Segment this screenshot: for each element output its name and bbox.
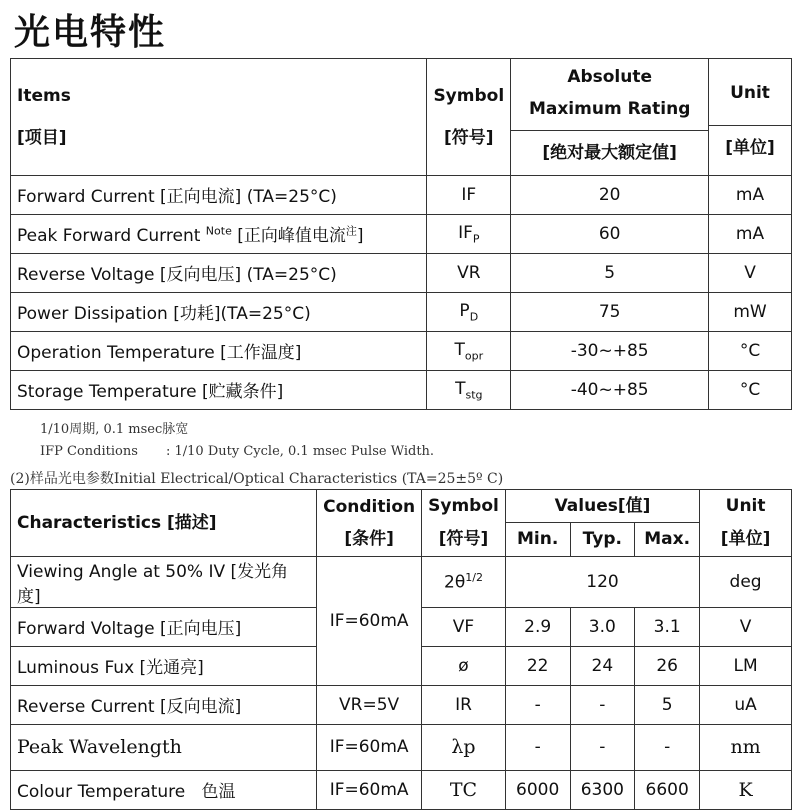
symbol-cell — [427, 175, 511, 214]
item-text-end: ] — [356, 226, 364, 247]
unit-cell: °C — [709, 331, 792, 370]
items-header — [11, 59, 427, 176]
typ-cell: - — [570, 685, 635, 724]
item-cell: Power Dissipation [功耗](TA=25°C) — [11, 292, 427, 331]
symbol-cell — [427, 292, 511, 331]
table-row — [11, 370, 792, 409]
symbol-cell: TC — [422, 770, 506, 809]
symbol-cell: ø — [422, 646, 506, 685]
symbol-header-en: Symbol — [433, 85, 505, 106]
max-header: Max. — [635, 523, 700, 556]
condition-header-cn: [条件] — [344, 528, 394, 549]
page-title: 光电特性 — [14, 12, 167, 53]
symbol-subscript: opr — [464, 349, 484, 363]
condition-cell: VR=5V — [317, 685, 422, 724]
item-cell: Forward Current [正向电流] (TA=25°C) — [11, 175, 427, 214]
symbol-header-cn: [符号] — [422, 523, 506, 556]
table-header-row — [11, 59, 792, 176]
typ-cell: 24 — [570, 646, 635, 685]
symbol-cell — [427, 253, 511, 292]
rating-header-en1: Absolute — [567, 67, 653, 87]
table-row — [11, 253, 792, 292]
characteristics-table — [10, 489, 792, 810]
symbol-subscript: stg — [465, 388, 483, 402]
condition-cell: IF=60mA — [317, 724, 422, 770]
unit-header-en: Unit — [700, 490, 792, 523]
unit-header — [709, 59, 792, 176]
unit-cell: deg — [700, 556, 792, 607]
table-row — [11, 685, 792, 724]
table-row — [11, 556, 792, 607]
symbol-cell — [427, 214, 511, 253]
unit-cell: mA — [709, 214, 792, 253]
max-cell: 6600 — [635, 770, 700, 809]
unit-cell: V — [700, 607, 792, 646]
symbol-header — [427, 59, 511, 176]
symbol-cell: VF — [422, 607, 506, 646]
item-cell — [11, 214, 427, 253]
min-cell: - — [505, 724, 570, 770]
max-cell: 26 — [635, 646, 700, 685]
table-row — [11, 175, 792, 214]
symbol-header-en: Symbol — [422, 490, 506, 523]
rating-header-cn: [绝对最大额定值] — [542, 142, 677, 163]
unit-cell: °C — [709, 370, 792, 409]
symbol-text: T — [454, 339, 465, 360]
item-cell: Storage Temperature [贮藏条件] — [11, 370, 427, 409]
characteristic-cell: Reverse Current [反向电流] — [11, 685, 317, 724]
rating-header — [511, 59, 709, 176]
items-header-cn: [项目] — [17, 127, 67, 148]
unit-cell: nm — [700, 724, 792, 770]
item-cell: Reverse Voltage [反向电压] (TA=25°C) — [11, 253, 427, 292]
min-cell: - — [505, 685, 570, 724]
max-cell: 3.1 — [635, 607, 700, 646]
min-header: Min. — [505, 523, 570, 556]
typ-cell: 6300 — [570, 770, 635, 809]
value-cell: 5 — [511, 253, 709, 292]
symbol-cell — [422, 556, 506, 607]
item-cell: Operation Temperature [工作温度] — [11, 331, 427, 370]
symbol-header-cn: [符号] — [444, 127, 494, 148]
typ-cell: - — [570, 724, 635, 770]
unit-header-en: Unit — [709, 63, 791, 126]
note-superscript-cn: 注 — [345, 224, 357, 238]
symbol-text: IF — [458, 222, 473, 243]
symbol-subscript: D — [469, 310, 479, 324]
absolute-max-rating-table — [10, 58, 792, 410]
min-cell: 6000 — [505, 770, 570, 809]
item-text-cn: [正向峰值电流 — [231, 226, 346, 247]
min-cell: 2.9 — [505, 607, 570, 646]
table-row — [11, 214, 792, 253]
characteristic-cell: Peak Wavelength — [11, 724, 317, 770]
symbol-subscript: P — [472, 232, 480, 246]
symbol-text: VR — [457, 262, 481, 283]
value-cell: 120 — [505, 556, 699, 607]
typ-header: Typ. — [570, 523, 635, 556]
unit-cell: mW — [709, 292, 792, 331]
symbol-superscript: 1/2 — [465, 570, 483, 584]
condition-header — [317, 490, 422, 557]
unit-cell: V — [709, 253, 792, 292]
table-row — [11, 292, 792, 331]
characteristic-cell: Luminous Fux [光通亮] — [11, 646, 317, 685]
note-line-2 — [40, 444, 434, 459]
typ-cell: 3.0 — [570, 607, 635, 646]
value-cell: -30~+85 — [511, 331, 709, 370]
min-cell: 22 — [505, 646, 570, 685]
symbol-cell — [427, 331, 511, 370]
note-superscript: Note — [205, 224, 232, 238]
unit-cell: LM — [700, 646, 792, 685]
values-header: Values[值] — [505, 490, 699, 523]
symbol-text: P — [459, 300, 470, 321]
symbol-text: IF — [461, 184, 477, 205]
symbol-cell: λp — [422, 724, 506, 770]
table-header-row — [11, 490, 792, 523]
unit-cell: K — [700, 770, 792, 809]
characteristic-cell: Viewing Angle at 50% IV [发光角度] — [11, 556, 317, 607]
table-row — [11, 770, 792, 809]
max-cell: - — [635, 724, 700, 770]
note-text: : 1/10 Duty Cycle, 0.1 msec Pulse Width. — [166, 444, 435, 459]
value-cell: 60 — [511, 214, 709, 253]
note-label: IFP Conditions — [40, 444, 138, 459]
symbol-cell: IR — [422, 685, 506, 724]
table-row — [11, 724, 792, 770]
characteristic-cell: Forward Voltage [正向电压] — [11, 607, 317, 646]
section-2-heading: (2)样品光电参数Initial Electrical/Optical Characteristics (TA=25±5º C) — [10, 471, 504, 487]
condition-header-en: Condition — [323, 496, 416, 517]
unit-header-cn: [单位] — [725, 138, 775, 159]
unit-cell: uA — [700, 685, 792, 724]
characteristics-header: Characteristics [描述] — [11, 490, 317, 557]
unit-header-cn: [单位] — [700, 523, 792, 556]
symbol-cell — [427, 370, 511, 409]
rating-header-en2: Maximum Rating — [528, 99, 691, 120]
symbol-text: 2θ — [444, 572, 466, 593]
value-cell: -40~+85 — [511, 370, 709, 409]
items-header-en: Items — [17, 85, 71, 106]
unit-cell: mA — [709, 175, 792, 214]
value-cell: 20 — [511, 175, 709, 214]
table-row — [11, 331, 792, 370]
value-cell: 75 — [511, 292, 709, 331]
max-cell: 5 — [635, 685, 700, 724]
condition-cell: IF=60mA — [317, 556, 422, 685]
item-text: Peak Forward Current — [17, 226, 206, 247]
note-line-1: 1/10周期, 0.1 msec脉宽 — [40, 422, 189, 437]
symbol-text: T — [455, 378, 466, 399]
characteristic-cell: Colour Temperature 色温 — [11, 770, 317, 809]
condition-cell: IF=60mA — [317, 770, 422, 809]
